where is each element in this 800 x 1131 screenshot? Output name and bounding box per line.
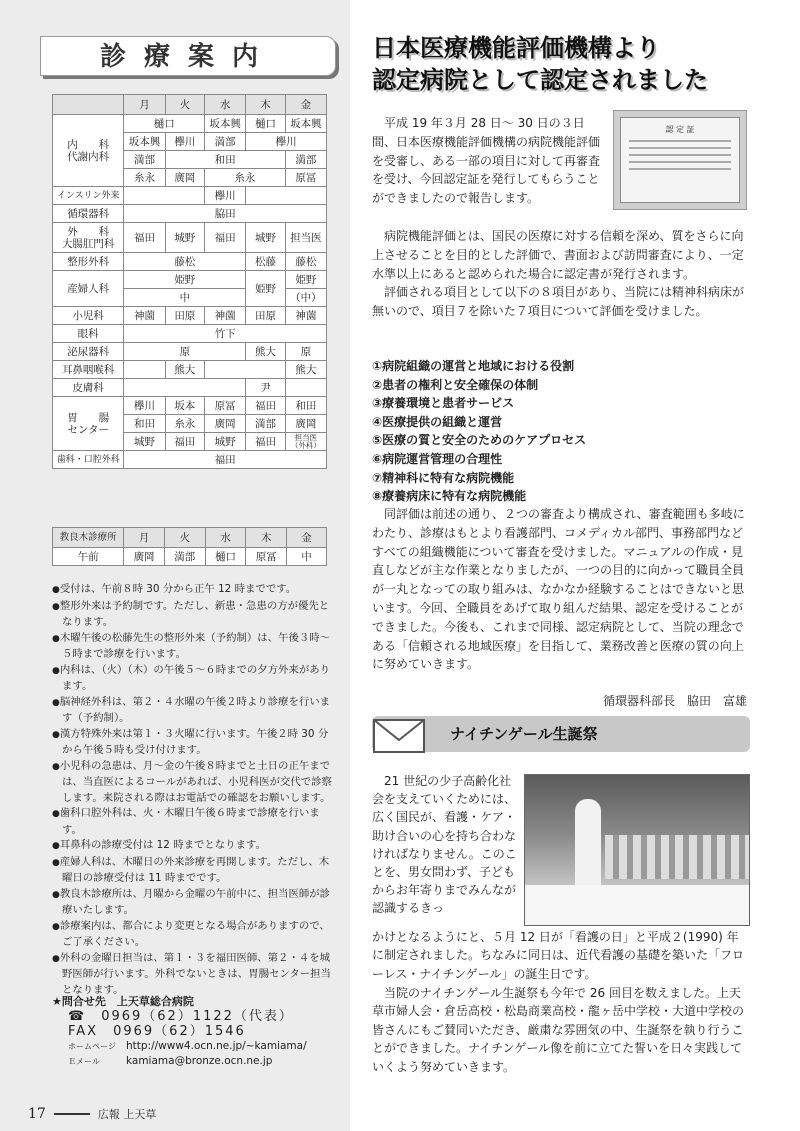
table-row: 小児科 神薗 田原 神薗 田原 神薗 bbox=[53, 307, 327, 325]
list-item: ②患者の権利と安全確保の体制 bbox=[372, 377, 539, 392]
statue-figure bbox=[575, 799, 601, 889]
list-item: ⑦精神科に特有な病院機能 bbox=[372, 470, 515, 485]
list-item: ● 整形外来は予約制です。ただし、新患・急患の方が優先となります。 bbox=[52, 599, 337, 631]
schedule-table bbox=[52, 94, 327, 469]
list-item: ③療養環境と患者サービス bbox=[372, 396, 515, 411]
list-item: ⑤医療の質と安全のためのケアプロセス bbox=[372, 433, 587, 448]
page-footer bbox=[28, 1106, 156, 1122]
list-item: ①病院組織の運営と地域における役割 bbox=[372, 359, 575, 373]
list-item: ● 受付は、午前８時 30 分から正午 12 時までです。 bbox=[52, 582, 337, 599]
homepage-link[interactable]: http://www4.ocn.ne.jp/~kamiama/ bbox=[126, 1040, 307, 1052]
table-row: 内 科 代謝内科 樋口 坂本興 樋口 坂本興 bbox=[53, 115, 327, 133]
list-item: ● 小児科の急患は、月〜金の午後８時までと土日の正午までは、当直医によるコールがあれば、小児科医が交代で診察します。来院される際はお電話での確認をお願いします。 bbox=[52, 759, 337, 807]
table-row: インスリン外来 欅川 bbox=[53, 187, 327, 205]
list-item: ● 診療案内は、都合により変更となる場合がありますので、ご了承ください。 bbox=[52, 919, 337, 951]
footer-divider bbox=[54, 1113, 90, 1115]
list-item: ● 木曜午後の松藤先生の整形外来（予約制）は、午後３時〜５時まで診療を行います。 bbox=[52, 631, 337, 663]
table-row: 胃 腸 センター 欅川 坂本 原冨 福田 和田 bbox=[53, 397, 327, 415]
article-paragraph: 平成 19 年３月 28 日〜 30 日の３日間、日本医療機能評価機構の病院機能評価を受審し、ある一部の項目に対して再審査を受け、今回認定証を発行してもらうことができましたので報告します。 bbox=[372, 116, 601, 206]
day-header: 火 bbox=[165, 95, 205, 115]
table-row: 産婦人科 姫野 姫野 姫野 bbox=[53, 271, 327, 289]
certificate-label: 認 定 証 bbox=[665, 125, 695, 134]
list-item: ⑥病院運営管理の合理性 bbox=[372, 451, 503, 466]
day-header: 水 bbox=[205, 95, 246, 115]
table-row: 和田 糸永 廣岡 満部 廣岡 bbox=[53, 415, 327, 433]
article-title: 日本医療機能評価機構より 認定病院として認定されました bbox=[372, 34, 708, 94]
ceremony-photo bbox=[524, 774, 750, 926]
flowers-figure bbox=[525, 885, 750, 926]
page-number: 17 bbox=[28, 1106, 46, 1122]
clinic-schedule-table bbox=[52, 527, 327, 566]
day-header: 木 bbox=[246, 95, 286, 115]
article-paragraph: 病院機能評価とは、国民の医療に対する信頼を深め、質をさらに向上させることを目的とした評価で、書面および訪問審査により、一定水準以上にあると認められた場合に認定書が発行されます。 評価される項目として以下の８項目があり、当院には精神科病床が無いので、項目７を除いた７項目について評価を受けました。 bbox=[372, 229, 745, 319]
dept-label: 内 科 代謝内科 bbox=[53, 115, 124, 187]
day-header: 金 bbox=[285, 95, 326, 115]
table-row: 歯科・口腔外科 福田 bbox=[53, 451, 327, 469]
fax-number: FAX 0969（62）1546 bbox=[68, 1024, 246, 1039]
phone-number: ☎ 0969（62）1122（代表） bbox=[68, 1009, 294, 1024]
list-item: ● 産婦人科は、木曜日の外来診療を再開します。ただし、木曜日の診療受付は 11 時までです。 bbox=[52, 855, 337, 887]
email-label: Ｅメール bbox=[68, 1057, 100, 1066]
table-row: 外 科 大腸肛門科 福田 城野 福田 城野 担当医 bbox=[53, 223, 327, 253]
homepage-label: ホームページ bbox=[68, 1042, 116, 1051]
notes-list bbox=[52, 582, 337, 998]
crowd-figure bbox=[605, 835, 750, 879]
list-item: ● 外科の金曜日担当は、第１・３を福田医師、第２・４を城野医師が行います。外科でないときは、胃腸センター担当となります。 bbox=[52, 951, 337, 999]
contact-block bbox=[52, 994, 342, 1069]
evaluation-items-list bbox=[372, 357, 750, 506]
table-row: 坂本興 欅川 満部 欅川 bbox=[53, 133, 327, 151]
list-item: ⑧療養病床に特有な病院機能 bbox=[372, 489, 527, 504]
email-link[interactable]: kamiama@bronze.ocn.ne.jp bbox=[126, 1055, 273, 1067]
table-row: 午前 廣岡 満部 樋口 原冨 中 bbox=[53, 548, 327, 566]
envelope-icon bbox=[370, 712, 428, 758]
table-row: 循環器科 脇田 bbox=[53, 205, 327, 223]
table-header-row bbox=[53, 95, 327, 115]
article-paragraph: 当院のナイチンゲール生誕祭も今年で 26 回目を数えました。上天草市婦人会・倉岳高校・松島商業高校・龍ヶ岳中学校・大道中学校の皆さんにもご賛同いただき、厳粛な雰囲気の中、生誕祭を執り行うことができました。ナイチンゲール像を前に立てた誓いを日々実践していくよう努めていきます。 bbox=[372, 986, 745, 1074]
article-paragraph: 21 世紀の少子高齢化社会を支えていくためには、広く国民が、看護・ケア・助け合いの心を持ち合わなければなりません。このことを、男女問わず、子どもからお年寄りまでみんなが認識するきっ bbox=[372, 774, 517, 916]
article-paragraph: 同評価は前述の通り、２つの審査より構成され、審査範囲も多岐にわたり、診療はもとより看護部門、コメディカル部門、事務部門などすべての組織機能について審査を受けました。マニュアルの作成・見直しなどが主な作業となりましたが、一つの目的に向かって職員全員が一丸となっての取り組みは、なかなか経験することはできないと思います。今回、全職員をあげて取り組んだ結果、認定を受けることができました。今後も、これまで同様、認定病院として、当院の理念である「信頼される地域医療」を目指して、業務改善と医療の質の向上に努めていきます。 bbox=[372, 507, 745, 672]
article-paragraph: かけとなるようにと、５月 12 日が「看護の日」と平成２(1990) 年に制定されました。ちなみに同日は、近代看護の基礎を築いた「フローレス・ナイチンゲール」の誕生日です。 bbox=[372, 930, 745, 981]
list-item: ● 教良木診療所は、月曜から金曜の午前中に、担当医師が診療いたします。 bbox=[52, 887, 337, 919]
publication-name: 広報 上天草 bbox=[97, 1108, 157, 1121]
day-header: 月 bbox=[124, 95, 165, 115]
list-item: ● 脳神経外科は、第２・４水曜の午後２時より診療を行います（予約制）。 bbox=[52, 695, 337, 727]
certificate-image bbox=[613, 110, 747, 210]
table-row: 満部 和田 満部 bbox=[53, 151, 327, 169]
table-row: 眼科 竹下 bbox=[53, 325, 327, 343]
section-title: ナイチンゲール生誕祭 bbox=[450, 725, 598, 743]
page-title: 診療案内 bbox=[99, 42, 276, 72]
table-row: 城野 福田 城野 福田 担当医 （外科） bbox=[53, 433, 327, 451]
list-item: ● 内科は、（火）（木）の午後５〜６時までの夕方外来があります。 bbox=[52, 663, 337, 695]
table-row: 耳鼻咽喉科 熊大 熊大 bbox=[53, 361, 327, 379]
list-item: ● 歯科口腔外科は、火・木曜日午後６時まで診療を行います。 bbox=[52, 806, 337, 838]
table-row: 泌尿器科 原 熊大 原 bbox=[53, 343, 327, 361]
table-header-row: 教良木診療所 月 火 水 木 金 bbox=[53, 528, 327, 548]
table-row: 糸永 廣岡 糸永 原冨 bbox=[53, 169, 327, 187]
contact-title: ★問合せ先 上天草総合病院 bbox=[52, 995, 194, 1008]
list-item: ● 耳鼻科の診療受付は 12 時までとなります。 bbox=[52, 838, 337, 855]
schedule-header-tab bbox=[40, 36, 336, 76]
table-row: 皮膚科 尹 bbox=[53, 379, 327, 397]
list-item: ● 漢方特殊外来は第１・３火曜に行います。午後２時 30 分から午後５時も受け付けます。 bbox=[52, 727, 337, 759]
list-item: ④医療提供の組織と運営 bbox=[372, 414, 503, 429]
table-row: 整形外科 藤松 松藤 藤松 bbox=[53, 253, 327, 271]
article-author: 循環器科部長 脇田 富雄 bbox=[602, 694, 747, 708]
table-row: 中 （中） bbox=[53, 289, 327, 307]
